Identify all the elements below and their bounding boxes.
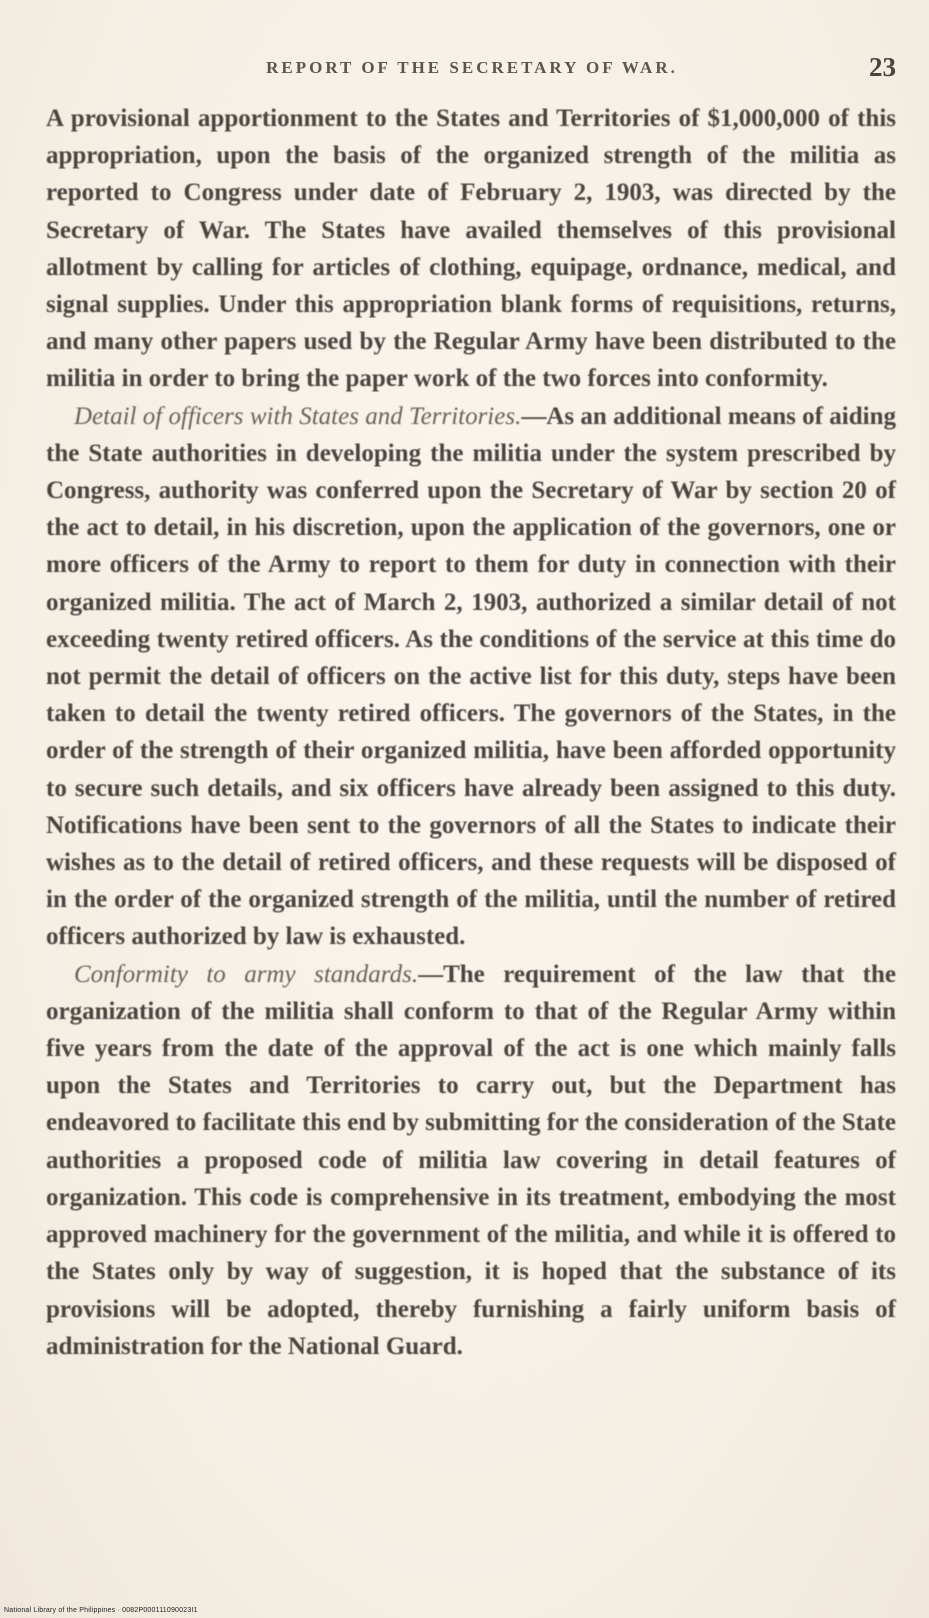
running-head — [48, 52, 896, 92]
side-heading-conformity: Conformity to army standards. — [74, 960, 419, 988]
scan-footer: National Library of the Philippines · 0082P000111090023I1 — [4, 1607, 198, 1614]
side-heading-detail-of-officers: Detail of officers with States and Territories. — [74, 402, 522, 430]
paragraph-conformity — [46, 956, 896, 1365]
page-number: 23 — [869, 52, 896, 82]
paragraph-appropriation — [46, 100, 896, 398]
paragraph-text: —The requirement of the law that the organization of the militia shall conform to that of the Regular Army within five years from the date of the approval of the act is one which mainly falls upon the States and Territories to carry out, but the Department has endeavored to facilitate this end by submitting for the consideration of the State authorities a proposed code of militia law covering in detail features of organization. This code is comprehensive in its treatment, embodying the most approved machinery for the government of the militia, and while it is offered to the States only by way of suggestion, it is hoped that the substance of its provisions will be adopted, thereby furnishing a fairly uniform basis of administration for the National Guard. — [46, 960, 897, 1360]
paragraph-text: A provisional apportionment to the States and Territories of $1,000,000 of this appropriation, upon the basis of the organized strength of the militia as reported to Congress under date of February 2, 1903, was directed by the Secretary of War. The States have availed themselves of this provisional allotment by calling for articles of clothing, equipage, ordnance, medical, and signal supplies. Under this appropriation blank forms of requisitions, returns, and many other papers used by the Regular Army have been distributed to the militia in order to bring the paper work of the two forces into conformity. — [46, 105, 896, 393]
paragraph-text: —As an additional means of aiding the State authorities in developing the militia under the system prescribed by Congress, authority was conferred upon the Secretary of War by section 20 of the act to detail, in his discretion, upon the application of the governors, one or more officers of the Army to report to them for duty in connection with their organized militia. The act of March 2, 1903, authorized a similar detail of not exceeding twenty retired officers. As the conditions of the service at this time do not permit the detail of officers on the active list for this duty, steps have been taken to detail the twenty retired officers. The governors of the States, in the order of the strength of their organized militia, have been afforded opportunity to secure such details, and six officers have already been assigned to this duty. Notifications have been sent to the governors of all the States to indicate their wishes as to the detail of retired officers, and these requests will be disposed of in the order of the organized strength of the militia, until the number of retired officers authorized by law is exhausted. — [46, 402, 897, 951]
body-text — [46, 100, 896, 1365]
running-title: REPORT OF THE SECRETARY OF WAR. — [266, 58, 678, 77]
paragraph-detail-of-officers — [46, 398, 896, 956]
